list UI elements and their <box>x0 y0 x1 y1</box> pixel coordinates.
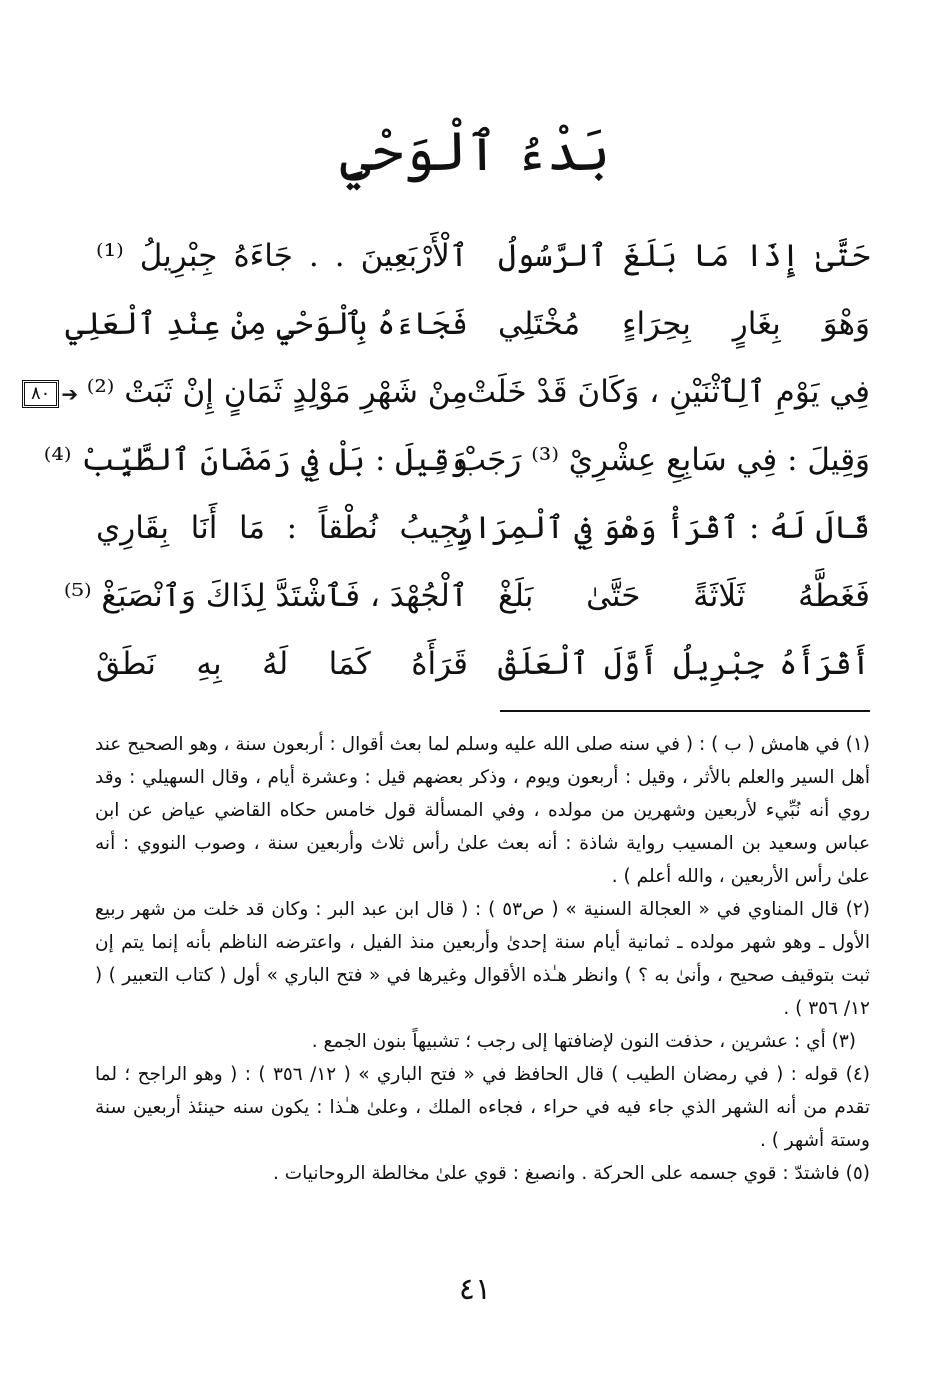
verse-line <box>63 562 870 630</box>
footnote: (٤) قوله : ( في رمضان الطيب ) قال الحافظ في « فتح الباري » ( ١٢/ ٣٥٦ ) : ( وهو الراجح ؛ لما تقدم من أنه الشهر الذي جاء فيه في حراء ، فجاءه الملك ، وعلىٰ هـٰذا : يكون سنه حينئذ أربعين سنة وستة أشهر ) . <box>95 1064 870 1151</box>
verse-line <box>43 426 870 494</box>
footnote: (١) في هامش ( ب ) : ( في سنه صلى الله عليه وسلم لما بعث أقوال : أربعون سنة ، وهو الصحيح عند أهل السير والعلم بالأثر ، وقيل : أربعون ويوم ، وذكر بعضهم قيل : وعشرة أيام ، وقال السهيلي : وقد روي أنه نُبِّيء لأربعين وشهرين من مولده ، وفي المسألة قول خامس حكاه القاضي عياض عن ابن عباس وسعيد بن المسيب رواية شاذة : أنه بعث علىٰ رأس ثلاث وأربعين سنة ، وصوب النووي : أنه علىٰ رأس الأربعين ، والله أعلم ) . <box>95 734 870 887</box>
verse-first-hemistich: فَغَطَّهُ ثَلَاثَةً حَتَّىٰ بَلَغْ <box>498 578 870 614</box>
verse-first-hemistich: وَقِيلَ : فِي سَابِعِ عِشْرِيْ ⁽³⁾ رَجَبْ <box>456 442 870 478</box>
verse-first-hemistich: أَقْرَأَهُ جِبْرِيلُ أَوَّلَ ٱلْعَلَقْ <box>498 646 870 682</box>
verse-line <box>86 358 870 426</box>
verse-second-hemistich: مِنْ شَهْرِ مَوْلِدٍ ثَمَانٍ إِنْ ثَبَتْ ⁽²⁾ <box>86 374 468 410</box>
chapter-title: بَدْءُ ٱلْوَحْيِ <box>339 120 611 183</box>
verse-first-hemistich: فِي يَوْمِ ٱلِٱثْنَيْنِ ، وَكَانَ قَدْ خَلَتْ <box>466 374 870 410</box>
poem-verses <box>43 222 870 698</box>
verse-first-hemistich: قَالَ لَهُ : ٱقْرَأْ وَهْوَ فِي ٱلْمِرَارِ <box>455 510 870 546</box>
verse-line <box>96 494 870 562</box>
footnote: (٢) قال المناوي في « العجالة السنية » ( ص٥٣ ) : ( قال ابن عبد البر : وكان قد خلت من شهر ربيع الأول ـ وهو شهر مولده ـ ثمانية أيام سنة إحدىٰ وأربعين منذ الفيل ، واعترضه الناظم بأنه إنما يتم إن ثبت بتوقيف صحيح ، وأنىٰ به ؟ ) وانظر هـٰذه الأقوال وغيرها في « فتح الباري » أول ( كتاب التعبير ) ( ١٢/ ٣٥٦ ) . <box>95 899 871 1019</box>
verse-second-hemistich: وَقِيلَ : بَلْ فِي رَمَضَانَ ٱلطَّيِّبْ ⁽⁴⁾ <box>43 442 468 478</box>
verse-second-hemistich: فَجَاءَهُ بِٱلْوَحْيِ مِنْ عِنْدِ ٱلْعَلِي <box>65 306 468 342</box>
verse-line <box>96 630 870 698</box>
manuscript-page-number: ٨٠ <box>22 380 59 408</box>
page-number: ٤١ <box>458 1272 492 1307</box>
footnotes <box>95 728 870 1190</box>
arrow-right-icon: ➔ <box>61 382 79 406</box>
verse-second-hemistich: قَرَأَهُ كَمَا لَهُ بِهِ نَطَقْ <box>96 646 468 682</box>
verse-second-hemistich: ٱلْأَرْبَعِينَ . . جَاءَهُ جِبْرِيلُ ⁽¹⁾ <box>96 238 468 274</box>
footnote: (٣) أي : عشرين ، حذفت النون لإضافتها إلى رجب ؛ تشبيهاً بنون الجمع . <box>311 1031 856 1052</box>
verse-first-hemistich: حَتَّىٰ إِذَا مَا بَلَغَ ٱلرَّسُولُ <box>498 238 870 274</box>
verse-line <box>65 290 870 358</box>
verse-second-hemistich: يُجِيبُ نُطْقاً : مَا أَنَا بِقَارِي <box>96 510 468 546</box>
footnote: (٥) فاشتدّ : قوي جسمه على الحركة . وانصبغ : قوي علىٰ مخالطة الروحانيات . <box>272 1163 870 1184</box>
footnote-separator <box>500 710 870 712</box>
verse-second-hemistich: ٱلْجُهْدَ ، فَٱشْتَدَّ لِذَاكَ وَٱنْصَبَغْ ⁽⁵⁾ <box>63 578 468 614</box>
verse-first-hemistich: وَهْوَ بِغَارٍ بِحِرَاءٍ مُخْتَلِي <box>498 306 870 342</box>
manuscript-page-marker <box>22 380 78 408</box>
verse-line <box>96 222 870 290</box>
